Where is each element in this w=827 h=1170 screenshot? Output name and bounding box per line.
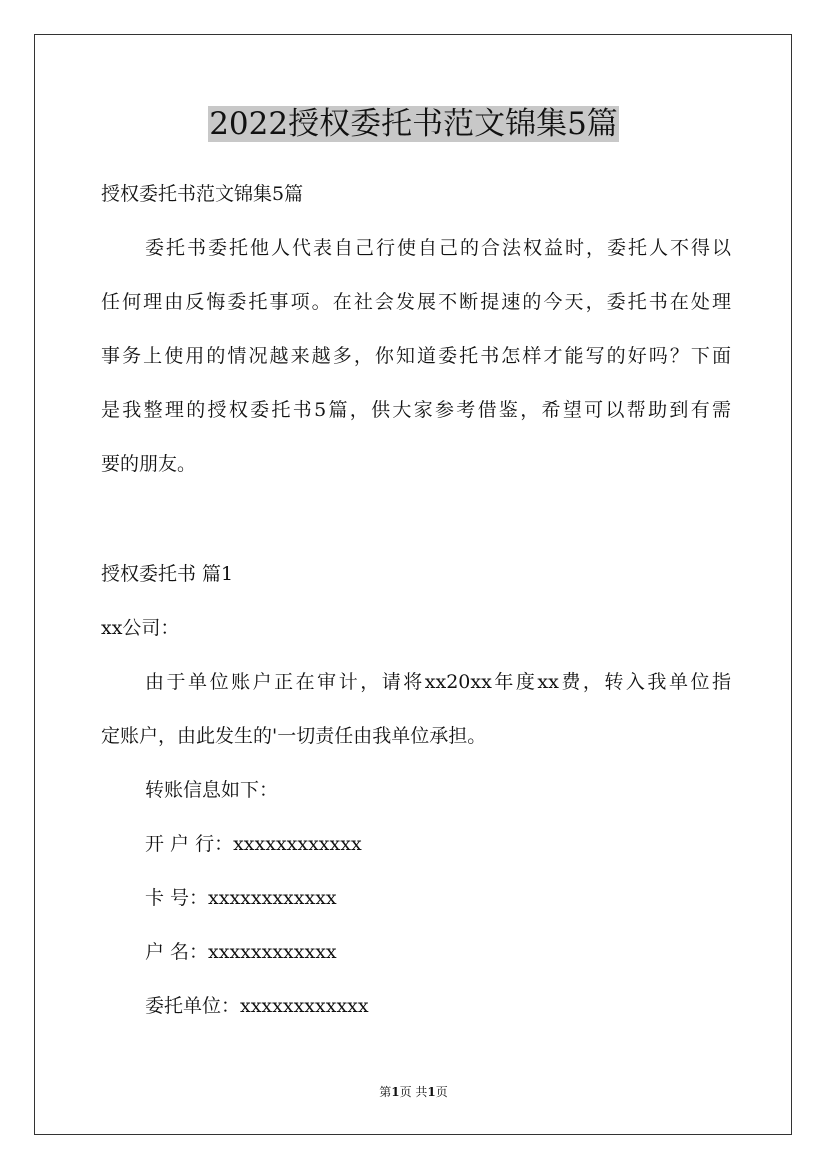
page-footer: [0, 1084, 827, 1100]
field-account-name: 户 名：xxxxxxxxxxxx: [145, 941, 337, 963]
footer-page-current: 1: [391, 1085, 400, 1099]
intro-line-4: 是我整理的授权委托书5篇，供大家参考借鉴，希望可以帮助到有需: [101, 399, 731, 421]
body-line-1: 由于单位账户正在审计，请将xx20xx年度xx费，转入我单位指: [145, 671, 731, 693]
footer-suffix: 页: [435, 1085, 448, 1099]
field-bank: 开 户 行：xxxxxxxxxxxx: [145, 833, 362, 855]
document-title: [0, 104, 827, 144]
intro-line-3: 事务上使用的情况越来越多，你知道委托书怎样才能写的好吗？下面: [101, 345, 731, 367]
footer-page-total: 1: [427, 1085, 436, 1099]
addressee: xx公司：: [101, 617, 180, 639]
body-line-2: 定账户，由此发生的'一切责任由我单位承担。: [101, 725, 487, 747]
footer-mid: 页 共: [399, 1085, 428, 1099]
footer-prefix: 第: [379, 1085, 392, 1099]
transfer-intro: 转账信息如下：: [145, 779, 279, 801]
field-entrusting-unit: 委托单位：xxxxxxxxxxxx: [145, 995, 369, 1017]
field-card-number: 卡 号：xxxxxxxxxxxx: [145, 887, 337, 909]
subtitle: 授权委托书范文锦集5篇: [101, 183, 304, 205]
document-title-text: 2022授权委托书范文锦集5篇: [209, 106, 618, 142]
intro-line-5: 要的朋友。: [101, 453, 197, 475]
intro-line-1: 委托书委托他人代表自己行使自己的合法权益时，委托人不得以: [145, 237, 731, 259]
intro-line-2: 任何理由反悔委托事项。在社会发展不断提速的今天，委托书在处理: [101, 291, 731, 313]
section-heading: 授权委托书 篇1: [101, 563, 234, 585]
